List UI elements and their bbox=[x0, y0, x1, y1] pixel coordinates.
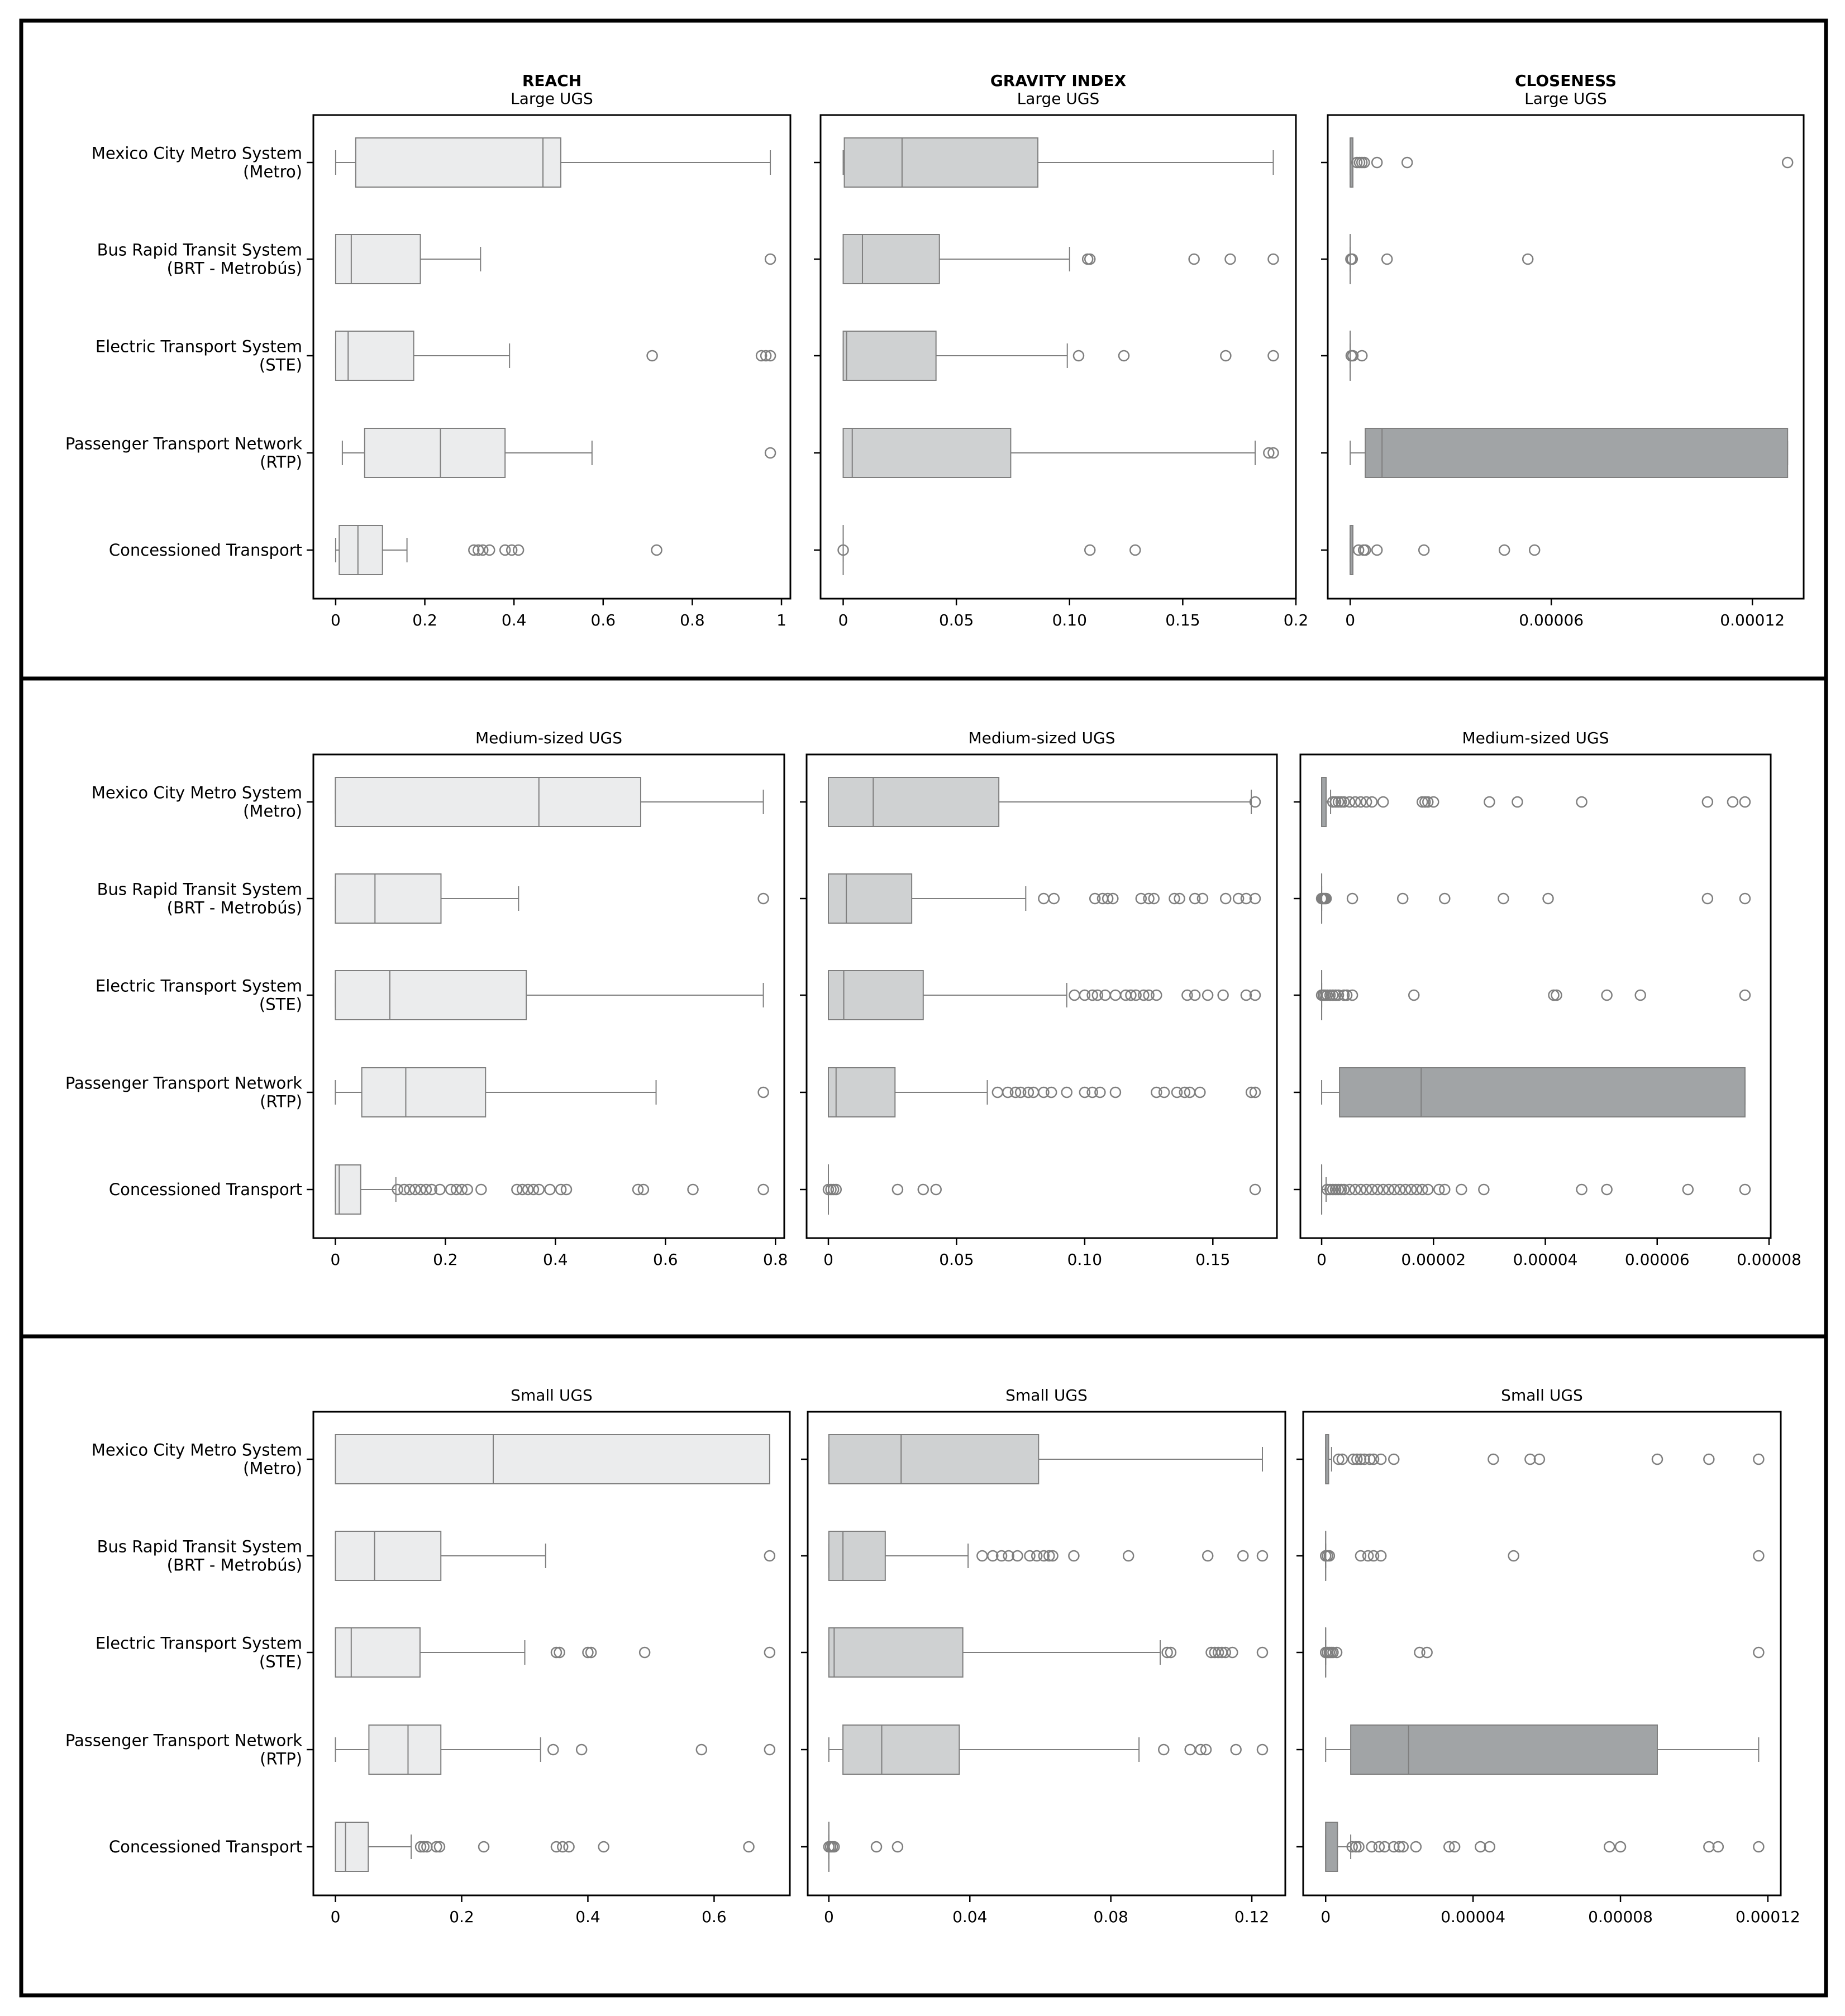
x-tick-label: 0.6 bbox=[702, 1908, 727, 1926]
category-label: (STE) bbox=[259, 355, 302, 375]
category-label: Passenger Transport Network bbox=[65, 1073, 302, 1093]
x-tick-label: 0.04 bbox=[952, 1908, 988, 1926]
category-label: (BRT - Metrobús) bbox=[166, 1555, 302, 1575]
x-tick-label: 0 bbox=[330, 611, 341, 629]
x-tick-label: 0.00012 bbox=[1720, 611, 1785, 629]
x-tick-label: 0 bbox=[1345, 611, 1356, 629]
x-tick-label: 0 bbox=[330, 1250, 341, 1269]
box-iqr bbox=[829, 1531, 885, 1580]
subplot-subtitle: Small UGS bbox=[511, 1386, 593, 1404]
box-iqr bbox=[362, 1068, 486, 1117]
box-4 bbox=[1322, 1068, 1745, 1117]
subplot-subtitle: Large UGS bbox=[1017, 89, 1100, 108]
box-iqr bbox=[1339, 1068, 1745, 1117]
x-tick-label: 0.6 bbox=[590, 611, 616, 629]
box-iqr bbox=[828, 874, 912, 923]
box-iqr bbox=[828, 777, 999, 827]
category-label: (RTP) bbox=[260, 452, 302, 472]
subplot-subtitle: Medium-sized UGS bbox=[475, 729, 622, 747]
x-tick-label: 0.8 bbox=[762, 1250, 788, 1269]
subplot-subtitle: Medium-sized UGS bbox=[968, 729, 1115, 747]
box-iqr bbox=[1365, 428, 1787, 477]
category-label: (STE) bbox=[259, 1652, 302, 1671]
category-label: Electric Transport System bbox=[95, 1633, 302, 1653]
x-tick-label: 0 bbox=[823, 1908, 834, 1926]
category-label: Passenger Transport Network bbox=[65, 434, 302, 453]
x-tick-label: 0.4 bbox=[543, 1250, 568, 1269]
x-tick-label: 0.00006 bbox=[1624, 1250, 1690, 1269]
x-tick-label: 0.05 bbox=[939, 1250, 974, 1269]
category-label: Passenger Transport Network bbox=[65, 1731, 302, 1750]
x-tick-label: 0.10 bbox=[1067, 1250, 1103, 1269]
category-label: Mexico City Metro System bbox=[91, 144, 302, 163]
category-label: (BRT - Metrobús) bbox=[166, 898, 302, 918]
box-iqr bbox=[845, 138, 1038, 187]
x-tick-label: 1 bbox=[776, 611, 786, 629]
box-iqr bbox=[843, 235, 940, 284]
box-iqr bbox=[1326, 1822, 1337, 1871]
category-label: Mexico City Metro System bbox=[91, 783, 302, 802]
x-tick-label: 0.2 bbox=[412, 611, 437, 629]
x-tick-label: 0.05 bbox=[938, 611, 974, 629]
subplot-subtitle: Small UGS bbox=[1501, 1386, 1583, 1404]
x-tick-label: 0.2 bbox=[1283, 611, 1309, 629]
category-label: Concessioned Transport bbox=[108, 1837, 302, 1856]
category-label: Bus Rapid Transit System bbox=[97, 240, 302, 260]
box-iqr bbox=[336, 1628, 420, 1677]
subplot-title: REACH bbox=[522, 71, 582, 90]
category-label: (RTP) bbox=[260, 1092, 302, 1111]
category-label: Concessioned Transport bbox=[108, 1180, 302, 1199]
category-label: (Metro) bbox=[243, 801, 302, 821]
box-iqr bbox=[336, 1822, 369, 1871]
subplot-subtitle: Large UGS bbox=[511, 89, 593, 108]
box-iqr bbox=[843, 331, 936, 380]
subplot-title: CLOSENESS bbox=[1514, 71, 1617, 90]
box-iqr bbox=[336, 331, 414, 380]
category-label: (BRT - Metrobús) bbox=[166, 259, 302, 278]
box-iqr bbox=[828, 1068, 895, 1117]
x-tick-label: 0.00008 bbox=[1588, 1908, 1653, 1926]
x-tick-label: 0.8 bbox=[680, 611, 705, 629]
x-tick-label: 0.00002 bbox=[1401, 1250, 1466, 1269]
x-tick-label: 0.08 bbox=[1093, 1908, 1128, 1926]
x-tick-label: 0 bbox=[838, 611, 848, 629]
x-tick-label: 0.00012 bbox=[1736, 1908, 1800, 1926]
subplot-title: GRAVITY INDEX bbox=[990, 71, 1127, 90]
x-tick-label: 0.00006 bbox=[1519, 611, 1584, 629]
x-tick-label: 0.15 bbox=[1165, 611, 1200, 629]
box-iqr bbox=[828, 971, 923, 1020]
x-tick-label: 0.00004 bbox=[1441, 1908, 1506, 1926]
x-tick-label: 0 bbox=[1320, 1908, 1331, 1926]
box-iqr bbox=[339, 526, 382, 575]
x-tick-label: 0 bbox=[330, 1908, 341, 1926]
box-iqr bbox=[335, 874, 441, 923]
x-tick-label: 0.4 bbox=[575, 1908, 600, 1926]
box-iqr bbox=[365, 428, 505, 477]
box-iqr bbox=[369, 1725, 441, 1774]
category-label: Electric Transport System bbox=[95, 337, 302, 356]
category-label: (STE) bbox=[259, 995, 302, 1014]
subplot-subtitle: Large UGS bbox=[1524, 89, 1607, 108]
box-iqr bbox=[829, 1435, 1038, 1484]
category-label: (RTP) bbox=[260, 1749, 302, 1769]
x-tick-label: 0.2 bbox=[449, 1908, 474, 1926]
x-tick-label: 0.15 bbox=[1195, 1250, 1231, 1269]
category-label: Mexico City Metro System bbox=[91, 1440, 302, 1460]
x-tick-label: 0 bbox=[1317, 1250, 1327, 1269]
category-label: Bus Rapid Transit System bbox=[97, 880, 302, 899]
box-iqr bbox=[843, 1725, 959, 1774]
x-tick-label: 0 bbox=[823, 1250, 833, 1269]
box-4 bbox=[1350, 428, 1787, 477]
subplot-subtitle: Small UGS bbox=[1005, 1386, 1088, 1404]
box-iqr bbox=[843, 428, 1011, 477]
category-label: (Metro) bbox=[243, 162, 302, 181]
box-iqr bbox=[336, 235, 421, 284]
x-tick-label: 0.6 bbox=[653, 1250, 678, 1269]
box-iqr bbox=[336, 1531, 441, 1580]
x-tick-label: 0.00004 bbox=[1513, 1250, 1578, 1269]
x-tick-label: 0.12 bbox=[1234, 1908, 1270, 1926]
box-iqr bbox=[1351, 1725, 1657, 1774]
box-1 bbox=[336, 1435, 770, 1484]
box-iqr bbox=[335, 777, 641, 827]
x-tick-label: 0.00008 bbox=[1737, 1250, 1801, 1269]
box-iqr bbox=[336, 1435, 770, 1484]
box-iqr bbox=[829, 1628, 963, 1677]
x-tick-label: 0.10 bbox=[1052, 611, 1087, 629]
category-label: Concessioned Transport bbox=[108, 541, 302, 560]
category-label: Electric Transport System bbox=[95, 976, 302, 996]
box-iqr bbox=[356, 138, 561, 187]
category-label: Bus Rapid Transit System bbox=[97, 1537, 302, 1556]
category-label: (Metro) bbox=[243, 1459, 302, 1478]
x-tick-label: 0.2 bbox=[433, 1250, 458, 1269]
x-tick-label: 0.4 bbox=[501, 611, 527, 629]
box-iqr bbox=[1322, 777, 1326, 827]
box-iqr bbox=[335, 971, 526, 1020]
subplot-subtitle: Medium-sized UGS bbox=[1462, 729, 1609, 747]
